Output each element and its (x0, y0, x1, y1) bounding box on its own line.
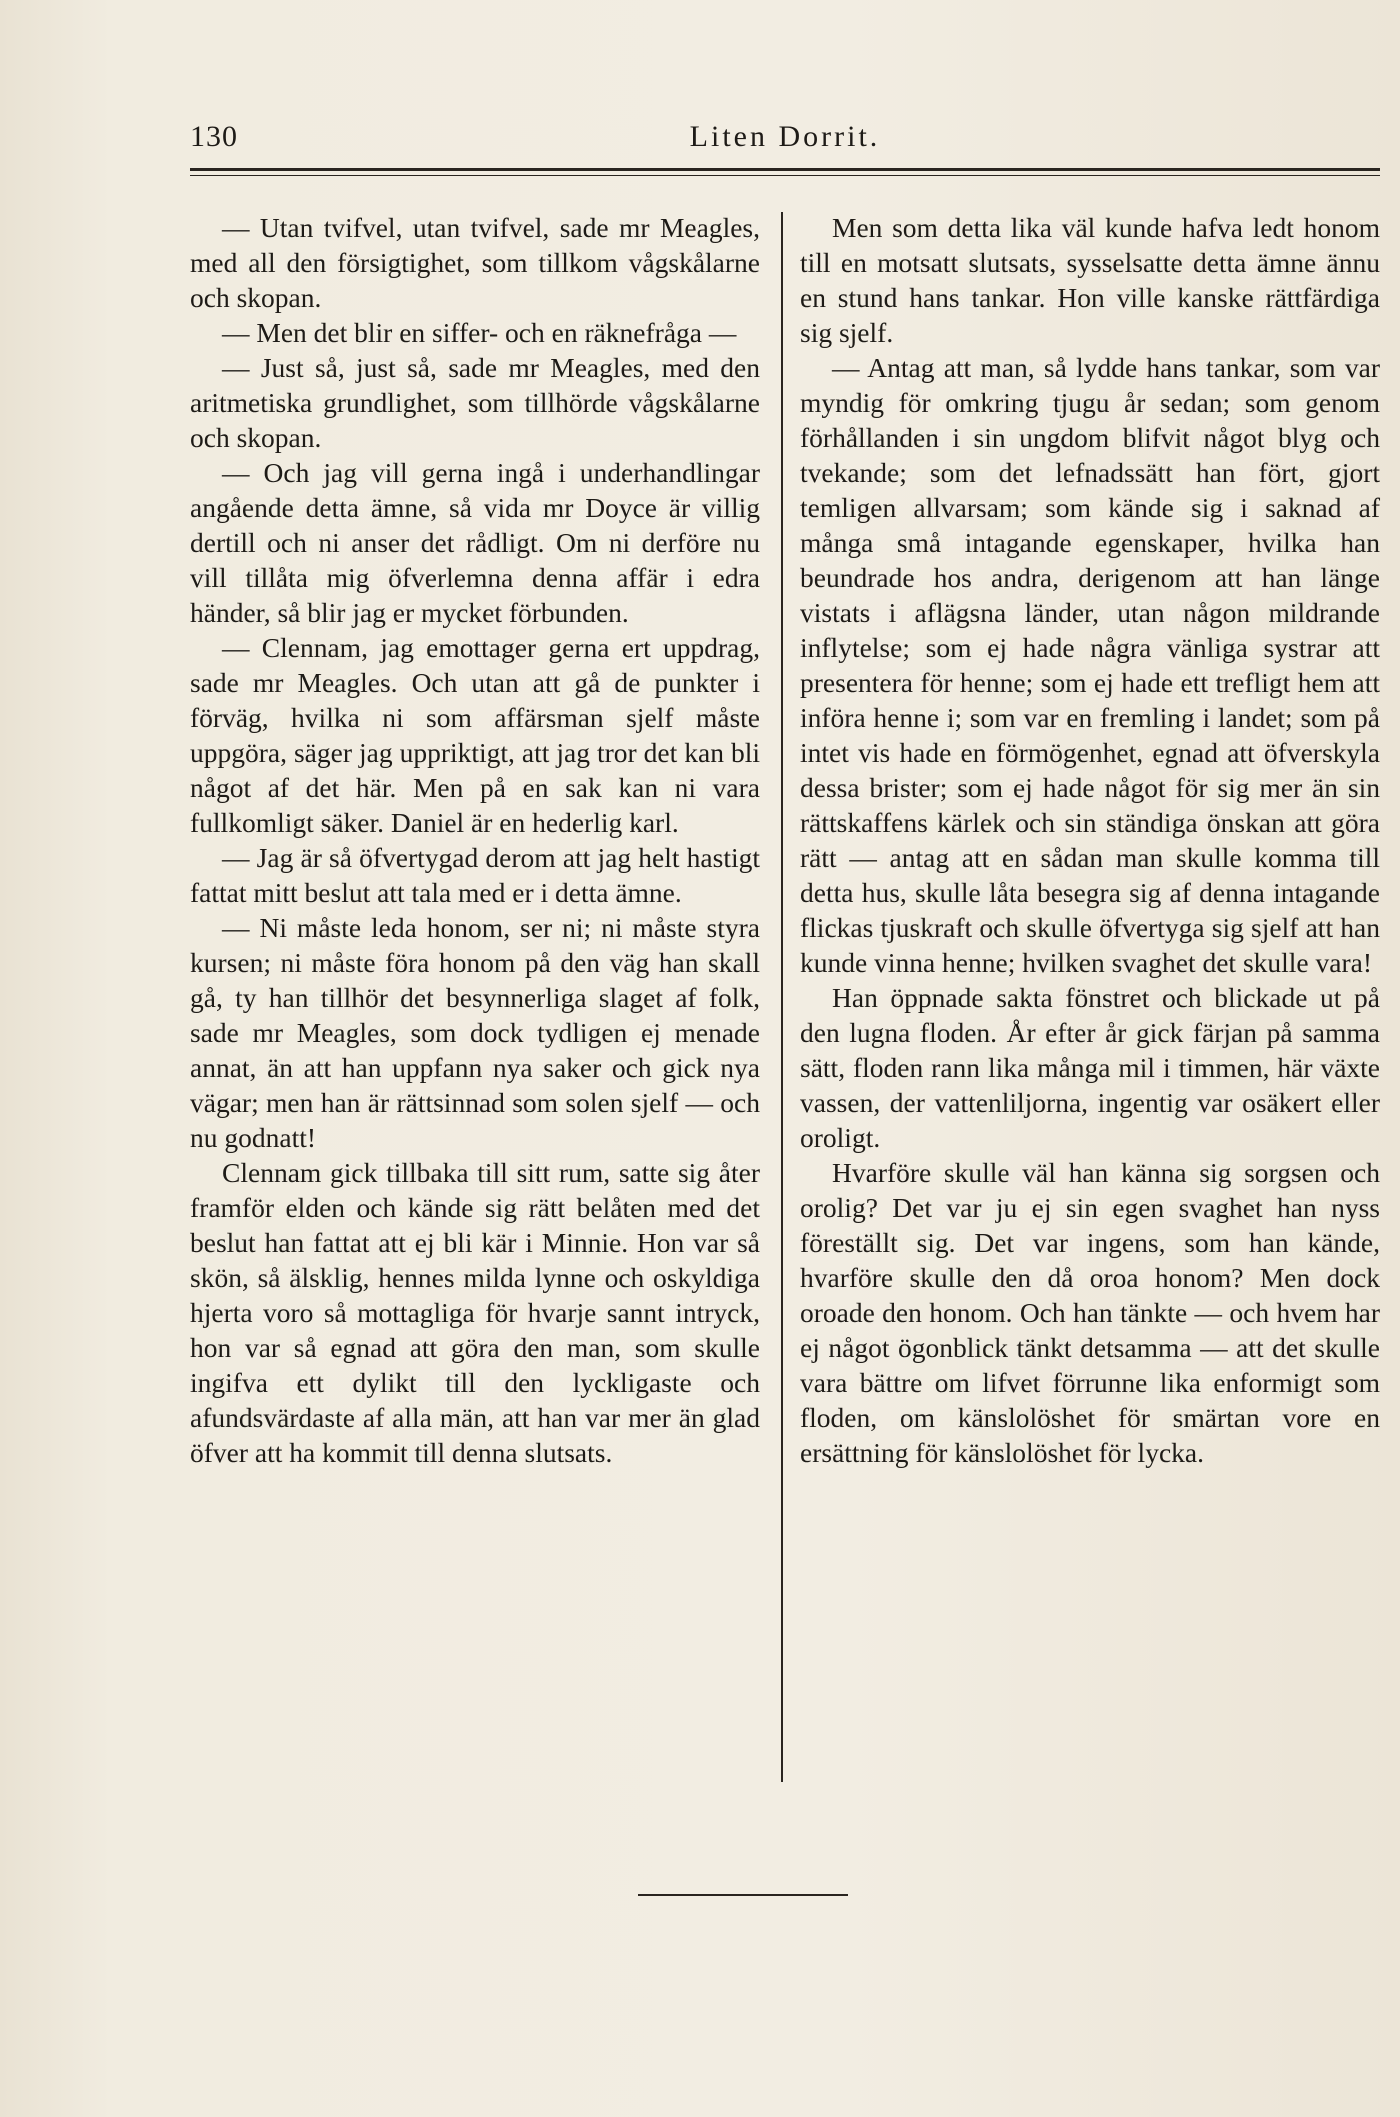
paragraph: — Men det blir en siffer- och en räknefråga — (222, 317, 737, 348)
paragraph: Han öppnade sakta fönstret och blickade ut på den lugna floden. År efter år gick färjan på samma sätt, floden rann lika många mil i timmen, här växte vassen, der vattenliljorna, ingentig var osäkert eller oroligt. (800, 982, 1380, 1153)
paragraph: — Jag är så öfvertygad derom att jag helt hastigt fattat mitt beslut att tala med er i detta ämne. (190, 842, 760, 908)
page-header (190, 120, 1380, 160)
paragraph: — Utan tvifvel, utan tvifvel, sade mr Meagles, med all den försigtighet, som tillkom vågskålarne och skopan. (190, 212, 760, 313)
left-column (190, 210, 760, 1470)
paragraph: — Clennam, jag emottager gerna ert uppdrag, sade mr Meagles. Och utan att gå de punkter i förväg, hvilka ni som affärsman sjelf måste uppgöra, säger jag uppriktigt, att jag tror det kan bli något af det här. Men på en sak kan ni vara fullkomligt säker. Daniel är en hederlig karl. (190, 632, 760, 838)
running-title: Liten Dorrit. (689, 120, 881, 153)
section-end-rule (638, 1894, 848, 1896)
paragraph: — Och jag vill gerna ingå i underhandlingar angående detta ämne, så vida mr Doyce är villig dertill och ni anser det rådligt. Om ni derföre nu vill tillåta mig öfverlemna denna affär i edra händer, så blir jag er mycket förbunden. (190, 457, 760, 628)
paragraph: Men som detta lika väl kunde hafva ledt honom till en motsatt slutsats, sysselsatte detta ämne ännu en stund hans tankar. Hon ville kanske rättfärdiga sig sjelf. (800, 212, 1380, 348)
page-number: 130 (190, 120, 238, 153)
paragraph: — Antag att man, så lydde hans tankar, som var myndig för omkring tjugu år sedan; som genom förhållanden i sin ungdom blifvit något blyg och tvekande; som det lefnadssätt han fört, gjort temligen allvarsam; som kände sig i saknad af många små intagande egenskaper, hvilka han beundrade hos andra, derigenom att han länge vistats i aflägsna länder, utan någon mildrande inflytelse; som ej hade några vänliga systrar att presentera för henne; som ej hade ett trefligt hem att införa henne i; som var en fremling i landet; som på intet vis hade en förmögenhet, egnad att öfverskyla dessa brister; som ej hade något för sig mer än sin rättskaffens kärlek och sin ständiga önskan att göra rätt — antag att en sådan man skulle komma till detta hus, skulle låta besegra sig af denna intagande flickas tjuskraft och skulle öfvertyga sig sjelf att han kunde vinna henne; hvilken svaghet det skulle vara! (800, 352, 1380, 978)
paragraph: Clennam gick tillbaka till sitt rum, satte sig åter framför elden och kände sig rätt belåten med det beslut han fattat att ej bli kär i Minnie. Hon var så skön, så älsklig, hennes milda lynne och oskyldiga hjerta voro så mottagliga för hvarje sannt intryck, hon var så egnad att göra den man, som skulle ingifva ett dylikt till den lyckligaste och afundsvärdaste af alla män, att han var mer än glad öfver att ha kommit till denna slutsats. (190, 1157, 760, 1468)
right-column (800, 210, 1380, 1470)
paragraph: Hvarföre skulle väl han känna sig sorgsen och orolig? Det var ju ej sin egen svaghet han nyss föreställt sig. Det var ingens, som han kände, hvarföre skulle den då oroa honom? Men dock oroade den honom. Och han tänkte — och hvem har ej något ögonblick tänkt detsamma — att det skulle vara bättre om lifvet förrunne lika enformigt som floden, om känslolöshet för smärtan vore en ersättning för känslolöshet för lycka. (800, 1157, 1380, 1468)
header-rule (190, 168, 1380, 176)
column-divider (781, 212, 783, 1782)
paragraph: — Ni måste leda honom, ser ni; ni måste styra kursen; ni måste föra honom på den väg han skall gå, ty han tillhör det besynnerliga slaget af folk, sade mr Meagles, som dock tydligen ej menade annat, än att han uppfann nya saker och gick nya vägar; men han är rättsinnad som solen sjelf — och nu godnatt! (190, 912, 760, 1153)
paragraph: — Just så, just så, sade mr Meagles, med den aritmetiska grundlighet, som tillhörde vågskålarne och skopan. (190, 352, 760, 453)
